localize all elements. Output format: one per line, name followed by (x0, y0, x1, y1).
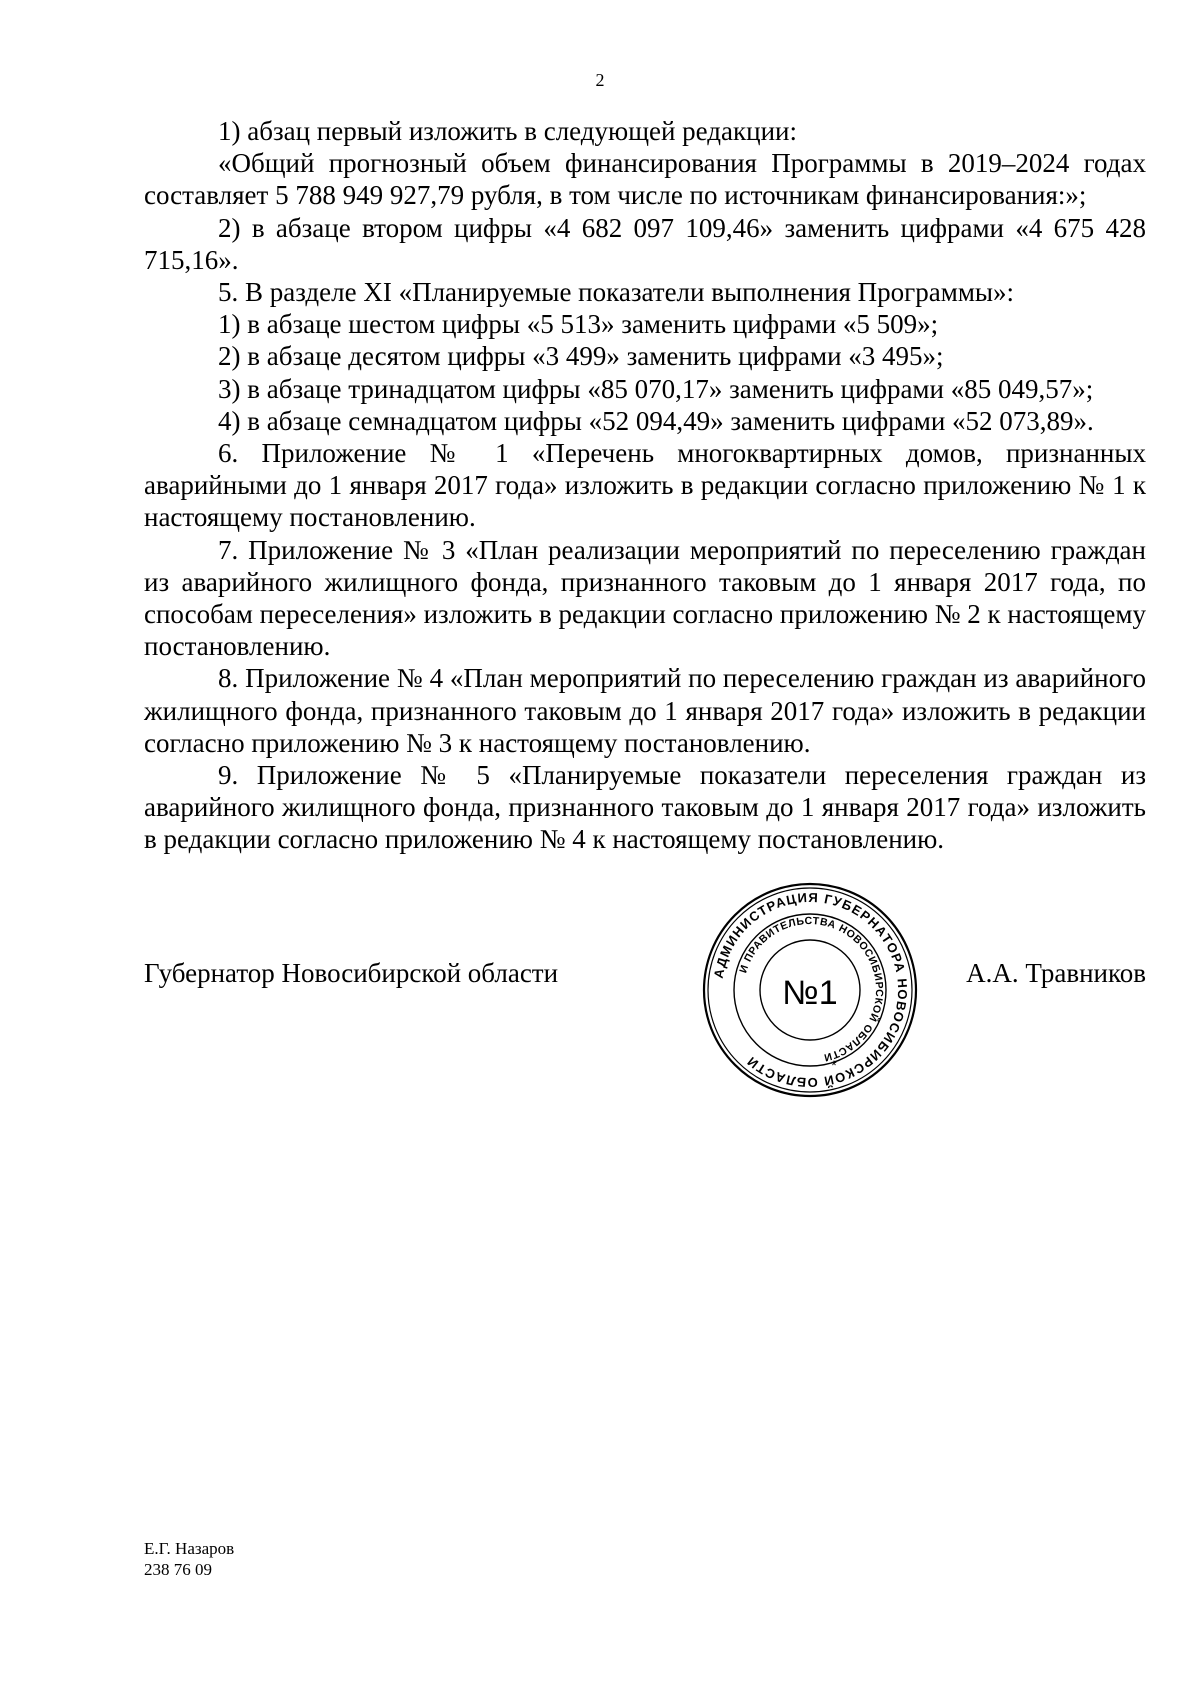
signatory-position: Губернатор Новосибирской области (144, 958, 559, 988)
paragraph-6: 2) в абзаце десятом цифры «3 499» заменить цифрами «3 495»; (218, 341, 944, 372)
paragraph-7: 3) в абзаце тринадцатом цифры «85 070,17» заменить цифрами «85 049,57»; (218, 373, 1094, 404)
executor-block (144, 1538, 234, 1580)
paragraph-10: 7. Приложение № 3 «План реализации мероприятий по переселению граждан из аварийного жилищного фонда, признанного таковым до 1 января 2017 года, по способам переселения» изложить в редакции согласно приложению № 2 к настоящему постановлению. (144, 534, 1146, 662)
paragraph-4: 5. В разделе XI «Планируемые показатели выполнения Программы»: (218, 277, 1015, 308)
seal-number: №1 (782, 974, 838, 1012)
executor-phone: 238 76 09 (144, 1560, 212, 1579)
paragraph-5: 1) в абзаце шестом цифры «5 513» заменить цифрами «5 509»; (218, 309, 939, 340)
seal-outer-textpath: АДМИНИСТРАЦИЯ ГУБЕРНАТОРА НОВОСИБИРСКОЙ ОБЛАСТИ (710, 889, 911, 1091)
paragraph-1: 1) абзац первый изложить в следующей редакции: (218, 116, 797, 146)
seal-star: * (831, 1057, 837, 1073)
paragraph-8: 4) в абзаце семнадцатом цифры «52 094,49» заменить цифрами «52 073,89». (218, 405, 1094, 436)
page-number: 2 (595, 70, 605, 90)
signatory-name: А.А. Травников (966, 958, 1146, 988)
signature-block (144, 958, 1146, 998)
paragraph-3: 2) в абзаце втором цифры «4 682 097 109,46» заменить цифрами «4 675 428 715,16». (144, 212, 1146, 275)
paragraph-9: 6. Приложение № 1 «Перечень многоквартирных домов, признанных аварийными до 1 января 2017 года» изложить в редакции согласно приложению № 1 к настоящему постановлению. (144, 438, 1146, 533)
paragraph-2: «Общий прогнозный объем финансирования Программы в 2019–2024 годах составляет 5 788 949 927,79 рубля, в том числе по источникам финансирования:»; (144, 148, 1146, 211)
document-body (144, 115, 1146, 856)
executor-name: Е.Г. Назаров (144, 1539, 235, 1558)
seal-inner-textpath: И ПРАВИТЕЛЬСТВА НОВОСИБИРСКОЙ ОБЛАСТИ (737, 914, 886, 1064)
official-seal (700, 880, 920, 1100)
paragraph-11: 8. Приложение № 4 «План мероприятий по переселению граждан из аварийного жилищного фонда, признанного таковым до 1 января 2017 года» изложить в редакции согласно приложению № 3 к настоящему постановлению. (144, 663, 1146, 758)
paragraph-12: 9. Приложение № 5 «Планируемые показатели переселения граждан из аварийного жилищного фонда, признанного таковым до 1 января 2017 года» изложить в редакции согласно приложению № 4 к настоящему постановлению. (144, 760, 1146, 855)
